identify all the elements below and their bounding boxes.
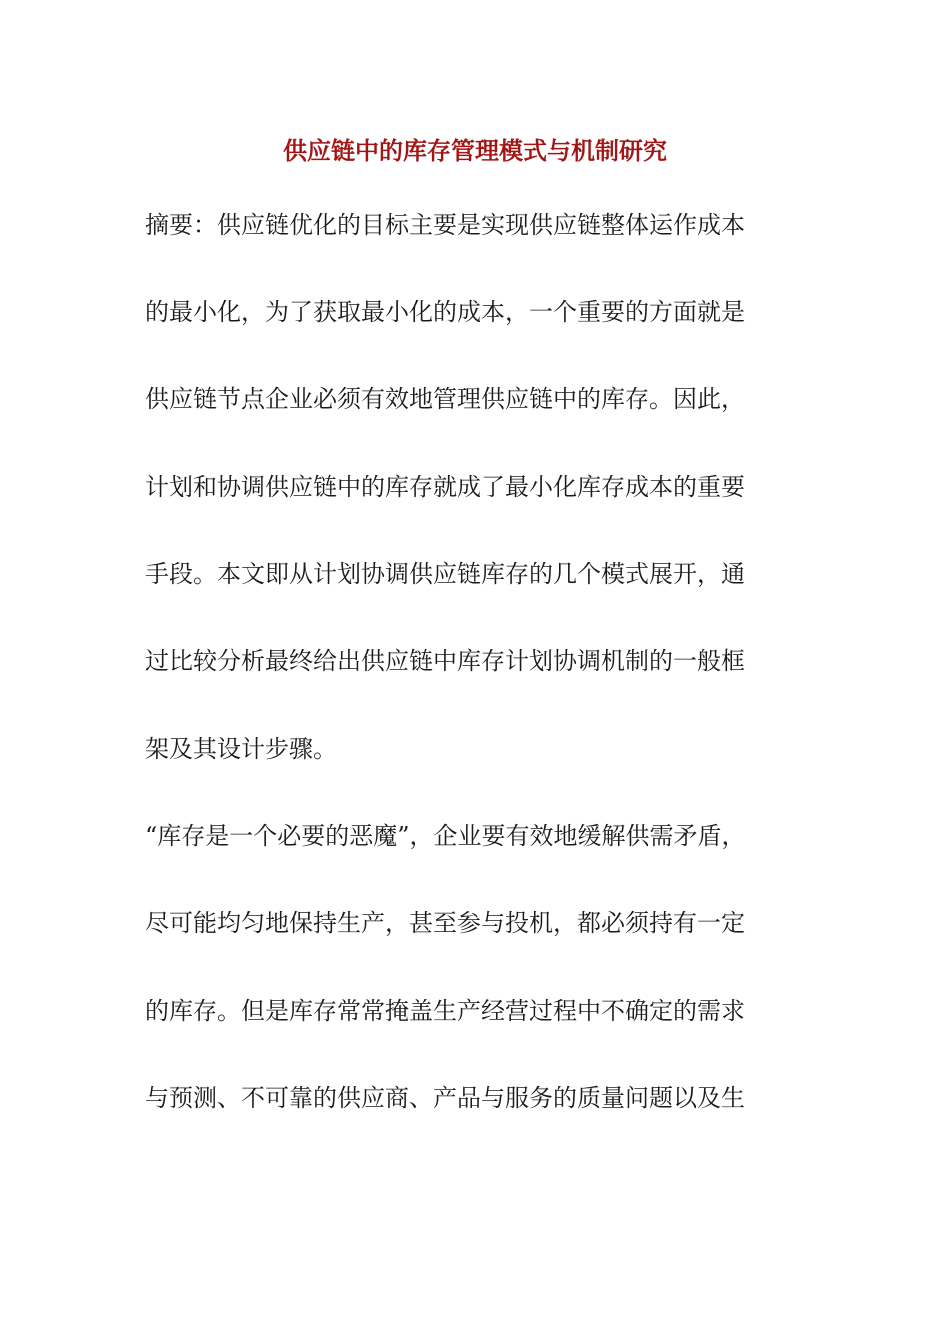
paragraph-line: 尽可能均匀地保持生产，甚至参与投机，都必须持有一定 bbox=[145, 909, 745, 937]
document-title: 供应链中的库存管理模式与机制研究 bbox=[283, 136, 667, 165]
paragraph-line: 供应链节点企业必须有效地管理供应链中的库存。因此， bbox=[145, 385, 745, 413]
paragraph-line: 过比较分析最终给出供应链中库存计划协调机制的一般框 bbox=[145, 647, 745, 675]
paragraph-line: 的库存。但是库存常常掩盖生产经营过程中不确定的需求 bbox=[145, 997, 745, 1025]
paragraph-line: 与预测、不可靠的供应商、产品与服务的质量问题以及生 bbox=[145, 1084, 745, 1112]
paragraph-line: 计划和协调供应链中的库存就成了最小化库存成本的重要 bbox=[145, 473, 745, 501]
paragraph-line: “库存是一个必要的恶魔”，企业要有效地缓解供需矛盾， bbox=[145, 822, 746, 850]
paragraph-line: 手段。本文即从计划协调供应链库存的几个模式展开，通 bbox=[145, 560, 745, 588]
paragraph-line: 架及其设计步骤。 bbox=[145, 735, 337, 763]
paragraph-line: 摘要：供应链优化的目标主要是实现供应链整体运作成本 bbox=[145, 211, 745, 239]
paragraph-line: 的最小化，为了获取最小化的成本，一个重要的方面就是 bbox=[145, 298, 745, 326]
